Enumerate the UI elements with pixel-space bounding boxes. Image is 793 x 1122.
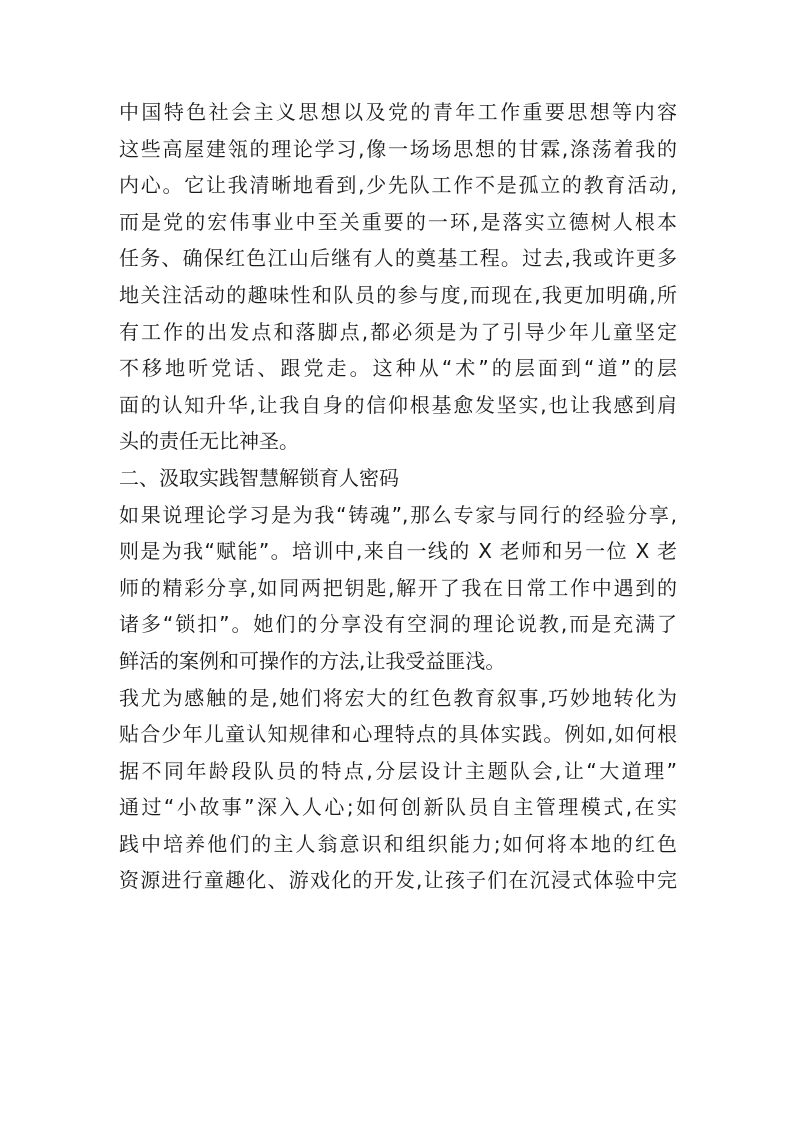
paragraph-line: 鲜活的案例和可操作的方法,让我受益匪浅。 [119, 648, 506, 673]
paragraph-line: 这些高屋建瓴的理论学习,像一场场思想的甘霖,涤荡着我的 [119, 136, 677, 161]
paragraph-line: 则是为我“赋能”。培训中,来自一线的 X 老师和另一位 X 老 [119, 539, 677, 564]
paragraph-line: 贴合少年儿童认知规律和心理特点的具体实践。例如,如何根 [119, 722, 677, 747]
paragraph-line: 我尤为感触的是,她们将宏大的红色教育叙事,巧妙地转化为 [119, 685, 677, 710]
paragraph-line: 诸多“锁扣”。她们的分享没有空洞的理论说教,而是充满了 [119, 612, 677, 637]
paragraph-line: 中国特色社会主义思想以及党的青年工作重要思想等内容 [119, 100, 677, 124]
document-body [119, 94, 677, 899]
section-heading: 二、汲取实践智慧解锁育人密码 [119, 465, 399, 490]
paragraph-line: 践中培养他们的主人翁意识和组织能力;如何将本地的红色 [119, 831, 677, 856]
paragraph-line: 师的精彩分享,如同两把钥匙,解开了我在日常工作中遇到的 [119, 575, 677, 600]
paragraph-line: 头的责任无比神圣。 [119, 429, 299, 454]
paragraph-line: 内心。它让我清晰地看到,少先队工作不是孤立的教育活动, [119, 173, 677, 198]
paragraph-line: 资源进行童趣化、游戏化的开发,让孩子们在沉浸式体验中完 [119, 868, 677, 893]
paragraph-line: 如果说理论学习是为我“铸魂”,那么专家与同行的经验分享, [119, 502, 677, 527]
paragraph-line: 任务、确保红色江山后继有人的奠基工程。过去,我或许更多 [119, 246, 677, 271]
paragraph-line: 地关注活动的趣味性和队员的参与度,而现在,我更加明确,所 [119, 282, 677, 307]
paragraph-line: 而是党的宏伟事业中至关重要的一环,是落实立德树人根本 [119, 209, 677, 234]
paragraph-line: 通过“小故事”深入人心;如何创新队员自主管理模式,在实 [119, 795, 677, 820]
paragraph-line: 有工作的出发点和落脚点,都必须是为了引导少年儿童坚定 [119, 319, 677, 344]
paragraph-line: 不移地听党话、跟党走。这种从“术”的层面到“道”的层 [119, 356, 677, 381]
paragraph-line: 面的认知升华,让我自身的信仰根基愈发坚实,也让我感到肩 [119, 392, 677, 417]
paragraph-line: 据不同年龄段队员的特点,分层设计主题队会,让“大道理” [119, 758, 677, 783]
